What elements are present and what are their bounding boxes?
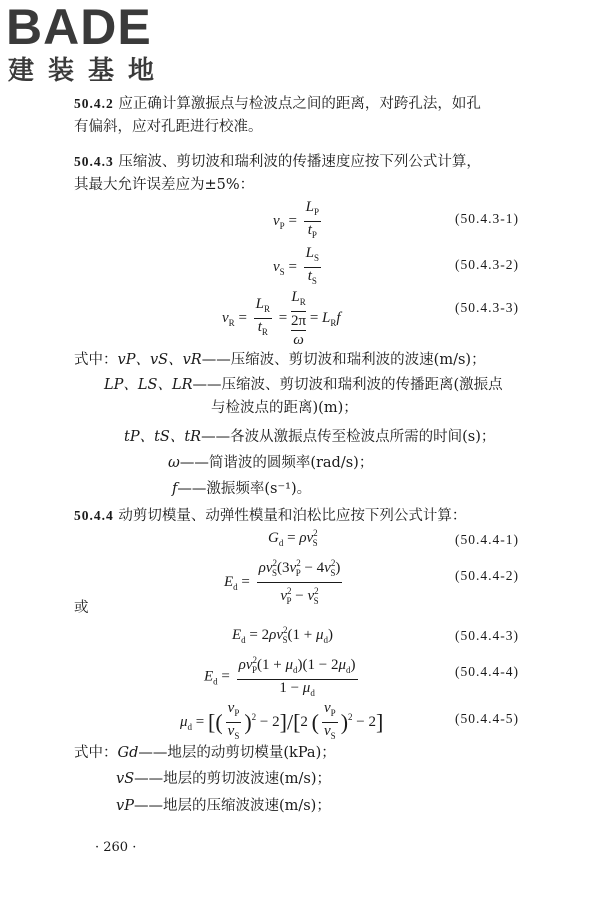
clause-50-4-3	[74, 151, 481, 173]
equation-label: (50.4.3-3)	[455, 300, 519, 315]
definition-intro: 式中：	[74, 352, 118, 368]
clause-text: 压缩波、剪切波和瑞利波的传播速度应按下列公式计算，	[118, 154, 481, 170]
clause-text: 动剪切模量、动弹性模量和泊松比应按下列公式计算：	[118, 508, 467, 524]
equation-50-4-3-3: $v_R$ = $\frac{L_R}{t_R}$ = $L_R$ 2π ω = $L_Rf$	[222, 289, 341, 348]
definition-wave-velocity	[74, 349, 486, 371]
definition-text: ——各波从激振点传至检波点所需的时间(s)；	[201, 429, 496, 445]
definition-text: ——激振频率(s⁻¹)。	[177, 481, 312, 497]
definition-symbol: ω	[168, 455, 180, 471]
definition-shear-velocity	[116, 768, 331, 790]
definition-text: ——压缩波、剪切波和瑞利波的波速(m/s)；	[201, 352, 486, 368]
clause-50-4-2	[74, 93, 481, 115]
equation-label: (50.4.3-2)	[455, 257, 519, 272]
equation-label: (50.4.4-4)	[455, 664, 519, 679]
definition-symbol: f	[172, 481, 178, 497]
definition-frequency	[172, 478, 311, 500]
equation-50-4-3-1: $v_P$ = $\frac{L_P}{t_P}$	[273, 199, 320, 240]
equation-50-4-4-3: $E_d = 2\rho v^2_S(1 + \mu_d)$	[232, 625, 334, 645]
definition-intro: 式中：	[74, 745, 118, 761]
equation-label: (50.4.4-2)	[455, 568, 519, 583]
page-number: · 260 ·	[95, 840, 137, 855]
clause-50-4-2-line2: 有偏斜，应对孔距进行校准。	[74, 119, 263, 135]
definition-symbol: vP	[116, 798, 134, 814]
equation-label: (50.4.3-1)	[455, 211, 519, 226]
brand-subtitle: 建装基地	[8, 56, 169, 86]
definition-omega	[168, 452, 373, 474]
definition-symbol: vS	[116, 771, 135, 787]
clause-number: 50.4.4	[74, 508, 114, 523]
definition-distance	[104, 374, 503, 396]
two-pi: 2π	[290, 313, 307, 329]
definition-text: ——压缩波、剪切波和瑞利波的传播距离(激振点	[192, 377, 503, 393]
definition-time	[124, 426, 495, 448]
equation-50-4-4-1: $G_d = \rho v^2_S$	[268, 528, 318, 548]
definition-symbol: Gd	[117, 745, 139, 761]
definition-text: ——地层的剪切波波速(m/s)；	[134, 771, 332, 787]
definition-distance-cont: 与检波点的距离)(m)；	[211, 400, 358, 416]
definition-shear-modulus	[74, 742, 336, 764]
clause-50-4-4	[74, 505, 466, 527]
equation-50-4-4-2: $E_d$ = $\frac{\rho v^2_S(3v^2_P - 4v^2_S)}{v^2_P - v^2_S}$	[224, 555, 345, 610]
definition-symbol: tP、tS、tR	[124, 429, 202, 445]
brand-logo: BADE	[6, 0, 152, 55]
definition-text: ——地层的压缩波波速(m/s)；	[133, 798, 331, 814]
definition-symbol: vP、vS、vR	[117, 352, 202, 368]
clause-number: 50.4.3	[74, 154, 114, 169]
equation-label: (50.4.4-5)	[455, 711, 519, 726]
clause-50-4-3-line2: 其最大允许误差应为±5%：	[74, 177, 255, 193]
clause-text: 应正确计算激振点与检波点之间的距离，对跨孔法，如孔	[118, 96, 481, 112]
equation-50-4-3-2: $v_S$ = $\frac{L_S}{t_S}$	[273, 245, 320, 286]
clause-number: 50.4.2	[74, 96, 114, 111]
or-word: 或	[74, 600, 89, 616]
equation-50-4-4-4: $E_d$ = $\frac{\rho v^2_P(1 + \mu_d)(1 - 2\mu_d)}{1 - \mu_d}$	[204, 652, 361, 702]
equation-label: (50.4.4-3)	[455, 628, 519, 643]
equation-label: (50.4.4-1)	[455, 532, 519, 547]
definition-compression-velocity	[116, 795, 331, 817]
definition-symbol: LP、LS、LR	[104, 377, 193, 393]
definition-text: ——地层的动剪切模量(kPa)；	[138, 745, 336, 761]
definition-text: ——简谐波的圆频率(rad/s)；	[179, 455, 374, 471]
equation-50-4-4-5: $\mu_d$ = [( $\frac{v_P}{v_S}$ )$^2$ − 2]/[2 ( $\frac{v_P}{v_S}$ )$^2$ − 2]	[180, 700, 384, 741]
